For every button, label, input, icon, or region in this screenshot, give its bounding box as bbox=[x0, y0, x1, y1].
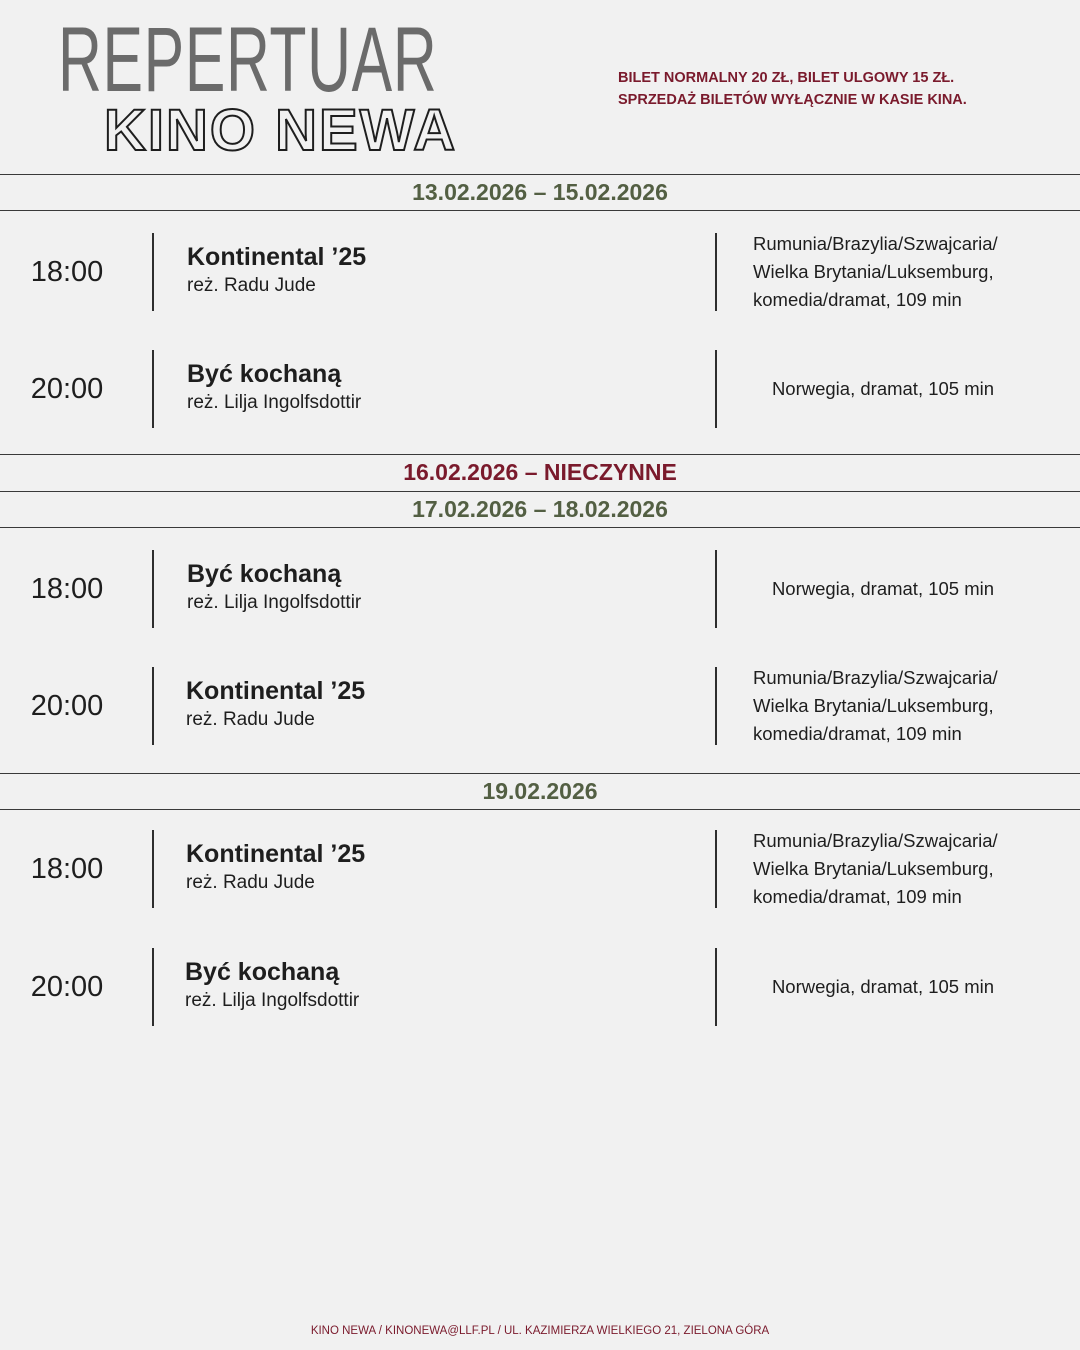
ticket-info bbox=[618, 67, 967, 111]
ticket-prices: BILET NORMALNY 20 ZŁ, BILET ULGOWY 15 ZŁ. bbox=[618, 70, 955, 86]
film-info: Rumunia/Brazylia/Szwajcaria/ Wielka Brytania/Luksemburg, komedia/dramat, 109 min bbox=[753, 830, 998, 907]
divider bbox=[152, 830, 154, 908]
film-block bbox=[187, 241, 366, 299]
screening-time: 20:00 bbox=[30, 971, 104, 1003]
closed-band: 16.02.2026 – NIECZYNNE bbox=[0, 454, 1080, 491]
divider bbox=[152, 350, 154, 428]
divider bbox=[152, 667, 154, 745]
screening-row bbox=[0, 550, 1080, 628]
divider bbox=[715, 948, 717, 1026]
header bbox=[0, 0, 1080, 175]
screening-row bbox=[0, 667, 1080, 745]
screening-time: 20:00 bbox=[30, 690, 104, 722]
film-info: Rumunia/Brazylia/Szwajcaria/ Wielka Brytania/Luksemburg, komedia/dramat, 109 min bbox=[753, 667, 998, 744]
divider bbox=[152, 550, 154, 628]
film-block bbox=[187, 558, 361, 616]
screening-row bbox=[0, 233, 1080, 311]
divider bbox=[715, 233, 717, 311]
film-block bbox=[186, 838, 365, 896]
film-title: Kontinental ’25 bbox=[186, 840, 366, 868]
film-info: Norwegia, dramat, 105 min bbox=[771, 378, 995, 399]
divider bbox=[715, 667, 717, 745]
film-director: reż. Lilja Ingolfsdottir bbox=[187, 392, 362, 413]
screening-row bbox=[0, 830, 1080, 908]
film-block bbox=[185, 956, 359, 1014]
date-band: 17.02.2026 – 18.02.2026 bbox=[0, 491, 1080, 528]
screening-time: 18:00 bbox=[30, 853, 104, 885]
film-title: Być kochaną bbox=[187, 360, 342, 388]
divider bbox=[715, 830, 717, 908]
ticket-sales-note: SPRZEDAŻ BILETÓW WYŁĄCZNIE W KASIE KINA. bbox=[618, 92, 967, 108]
film-director: reż. Radu Jude bbox=[186, 709, 315, 730]
page-title: REPERTUAR bbox=[58, 9, 438, 111]
screening-time: 18:00 bbox=[30, 573, 104, 605]
date-band: 19.02.2026 bbox=[0, 773, 1080, 810]
screening-row bbox=[0, 948, 1080, 1026]
film-title: Kontinental ’25 bbox=[187, 243, 367, 271]
film-info: Norwegia, dramat, 105 min bbox=[771, 578, 995, 599]
film-block bbox=[186, 675, 365, 733]
film-director: reż. Lilja Ingolfsdottir bbox=[187, 592, 362, 613]
film-info: Norwegia, dramat, 105 min bbox=[771, 976, 995, 997]
divider bbox=[715, 350, 717, 428]
divider bbox=[715, 550, 717, 628]
screening-time: 18:00 bbox=[30, 256, 104, 288]
film-block bbox=[187, 358, 361, 416]
date-band: 13.02.2026 – 15.02.2026 bbox=[0, 174, 1080, 211]
cinema-logo: KINO NEWA bbox=[104, 98, 458, 163]
film-title: Być kochaną bbox=[187, 560, 342, 588]
divider bbox=[152, 948, 154, 1026]
screening-row bbox=[0, 350, 1080, 428]
divider bbox=[152, 233, 154, 311]
footer-contact: KINO NEWA / KINONEWA@LLF.PL / UL. KAZIMIERZA WIELKIEGO 21, ZIELONA GÓRA bbox=[310, 1325, 770, 1337]
film-title: Kontinental ’25 bbox=[186, 677, 366, 705]
screening-time: 20:00 bbox=[30, 373, 104, 405]
film-director: reż. Lilja Ingolfsdottir bbox=[185, 990, 360, 1011]
film-director: reż. Radu Jude bbox=[187, 275, 316, 296]
film-info: Rumunia/Brazylia/Szwajcaria/ Wielka Brytania/Luksemburg, komedia/dramat, 109 min bbox=[753, 233, 998, 310]
film-director: reż. Radu Jude bbox=[186, 872, 315, 893]
film-title: Być kochaną bbox=[185, 958, 340, 986]
